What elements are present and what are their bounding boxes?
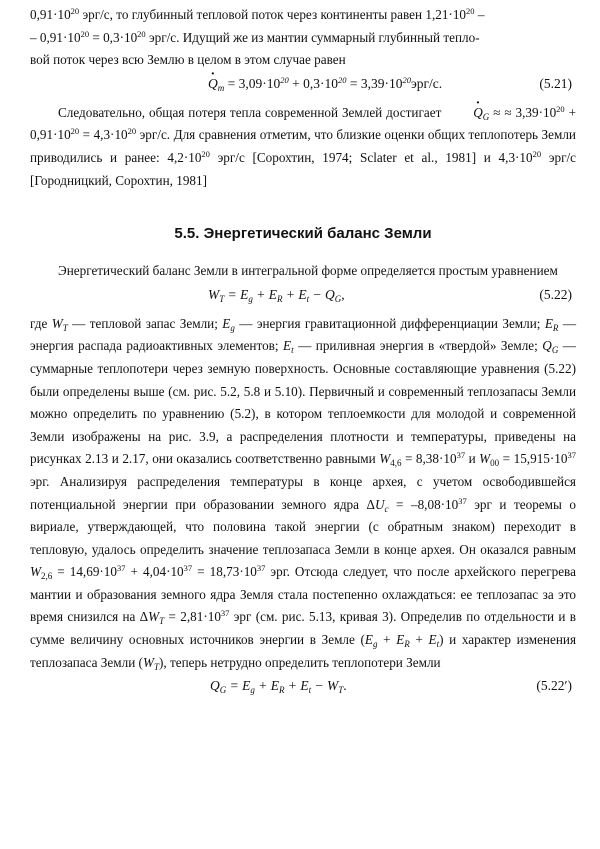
text-run: = 15,915·10 (499, 451, 568, 467)
section-heading: 5.5. Энергетический баланс Земли (174, 225, 432, 243)
symbol: E (428, 632, 437, 648)
subscript: R (552, 322, 559, 333)
equation-body (210, 678, 347, 694)
symbol: + E (284, 678, 309, 694)
paragraph-continuation (30, 4, 576, 72)
symbol: W (30, 564, 41, 580)
subscript: g (248, 293, 253, 304)
text-run: где (30, 315, 52, 331)
exponent: 20 (137, 28, 146, 39)
text-run: — энергия распада радиоактивных элементов; (30, 315, 576, 354)
subscript: R (404, 639, 410, 650)
exponent: 37 (220, 608, 230, 619)
exponent: 20 (70, 126, 80, 137)
text-run: — энергия гравитационной дифференциации Земли; (234, 315, 545, 331)
equation-5-22-prime (30, 674, 576, 704)
text-run: Следовательно, общая потеря тепла современной Землей достигает (58, 104, 446, 120)
symbol: + E (252, 286, 277, 302)
paragraph-balance-intro: Энергетический баланс Земли в интегральной форме определяется простым уравнением (58, 263, 558, 279)
symbol: E (364, 632, 373, 648)
subscript: g (250, 685, 255, 696)
text-run: эрг/с. Для сравнения отметим, что близкие оценки общих теплопотерь Земли приводились и ранее: 4,2·10 (30, 127, 576, 165)
equation-body (208, 76, 442, 92)
subscript: G (334, 293, 342, 304)
equation-number: (5.21) (539, 75, 572, 91)
exponent: 20 (201, 148, 210, 159)
exponent: 20 (280, 74, 289, 85)
exponent: 20 (466, 6, 475, 16)
exponent: 37 (183, 563, 193, 574)
symbol: = E (224, 286, 249, 302)
paragraph-terms-explanation (30, 313, 576, 675)
subscript: t (308, 685, 312, 696)
text-run: = 3,39·10 (346, 75, 403, 91)
text-run: ≈ (489, 104, 501, 120)
equation-number: (5.22) (539, 286, 572, 302)
text-run: = 0,3·10 (89, 29, 138, 45)
text-run: эрг. Отсюда следует, что после архейского перегрева мантии и образования земного ядра Земля стала постепенно охлаждаться: ее теплозапас за это время снизился на Δ (30, 564, 576, 625)
text-run: – 0,91·10 (30, 29, 81, 45)
text-run: эрг/с [Сорохтин, 1974; Sclater et al., 1981] и 4,3·10 (209, 149, 533, 165)
paragraph-total-heat-loss (30, 102, 576, 192)
subscript: R (276, 293, 283, 304)
page (30, 4, 576, 704)
text-run: + 4,04·10 (125, 564, 184, 580)
text-run: эрг/с. Идущий же из мантии суммарный глубинный тепло- (145, 29, 480, 45)
text-run: – (474, 7, 485, 22)
text-run: ), теперь нетрудно определить теплопотери Земли (158, 654, 441, 670)
exponent: 37 (256, 563, 266, 574)
exponent: 20 (127, 126, 137, 137)
symbol: W (379, 451, 391, 467)
subscript: 00 (490, 458, 500, 469)
subscript: m (217, 82, 225, 93)
text-run: — приливная энергия в «твердой» Земле; (293, 338, 543, 354)
q-dot-symbol: Q · (208, 76, 218, 92)
subscript: G (482, 111, 490, 122)
equation-5-22 (30, 283, 576, 313)
equation-number: (5.22′) (536, 678, 572, 694)
exponent: 20 (70, 6, 80, 16)
symbol: E (283, 338, 292, 354)
text-run: — тепловой запас Земли; (67, 315, 223, 331)
text-run: + (409, 632, 429, 648)
text-run: и (465, 451, 480, 467)
symbol: + E (282, 286, 307, 302)
text-run: = 14,69·10 (52, 564, 117, 580)
exponent: 37 (567, 450, 576, 461)
subscript: g (372, 639, 378, 650)
subscript: T (62, 322, 68, 333)
exponent: 20 (337, 74, 347, 85)
text-run: ≈ 3,39·10 (504, 104, 557, 120)
symbol: − W (311, 678, 339, 694)
symbol: + E (254, 678, 279, 694)
symbol: W (148, 609, 160, 625)
equation-5-21 (30, 72, 576, 102)
exponent: 20 (532, 148, 542, 159)
text-run: — суммарные теплопотери через земную поверхность. Основные составляющие уравнения (5.22) были определены выше (см. рис. 5.2, 5.8 и 5.10). Первичный и современный теплозапасы Земли можно определить по уравнению (5.2), в котором теплоемкости для молодой и современной Земли изображены на рис. 3.9, а распределения плотности и температуры, приведены на рисунках 2.13 и 2.17, они оказались соответственно равными (30, 338, 576, 467)
text-run: эрг/с. (410, 75, 443, 91)
subscript: T (159, 616, 165, 627)
symbol: W (208, 286, 220, 302)
subscript: 2,6 (41, 571, 53, 582)
text-run: . (343, 678, 347, 694)
symbol: W (479, 451, 491, 467)
text-run: + 0,91·10 (30, 104, 577, 143)
equation-body (208, 287, 345, 303)
text-run: эрг и теоремы о вириале, утверждающей, что половина такой энергии (с обратным знаком) переходит в тепловую, удалось определить значение теплозапаса Земли в конце архея. Он оказался равным (30, 496, 576, 557)
text-run: 0,91·10 (30, 7, 71, 22)
symbol: E (396, 632, 405, 648)
exponent: 37 (458, 495, 467, 506)
exponent: 37 (117, 563, 126, 574)
exponent: 20 (80, 28, 90, 39)
subscript: t (306, 293, 310, 304)
text-run: эрг (см. рис. 5.13, кривая 3). Определив по отдельности и в сумме величину основных источников энергии в Земле ( (30, 609, 576, 648)
text-run: эрг. Анализируя распределения температуры в конце архея, с учетом освободившейся потенциальной энергии при образовании земного ядра Δ (30, 473, 576, 512)
exponent: 20 (556, 103, 565, 114)
text-run: = 18,73·10 (192, 564, 257, 580)
subscript: G (219, 685, 227, 696)
symbol: = E (226, 678, 251, 694)
text-run: , (341, 286, 345, 302)
text-run: эрг/с [Городницкий, Сорохтин, 1981] (30, 149, 577, 188)
symbol: Q (542, 338, 552, 354)
text-run: = –8,08·10 (388, 496, 459, 512)
subscript: c (384, 503, 389, 514)
text-run: + 0,3·10 (288, 75, 338, 91)
subscript: t (436, 639, 440, 650)
subscript: T (219, 293, 225, 304)
symbol: Q (210, 678, 220, 694)
subscript: G (551, 345, 559, 356)
symbol: E (544, 315, 553, 331)
text-run: = 8,38·10 (401, 451, 457, 467)
subscript: 4,6 (390, 458, 402, 469)
text-run: = 2,81·10 (164, 609, 221, 625)
q-dot-symbol: Q · (445, 102, 483, 125)
symbol: W (51, 315, 63, 331)
exponent: 20 (402, 74, 411, 85)
text-run: + (377, 632, 397, 648)
subscript: g (230, 322, 235, 333)
subscript: t (291, 345, 294, 356)
text-run: вой поток через всю Землю в целом в этом случае равен (30, 52, 346, 68)
text-run: = 3,09·10 (224, 75, 281, 91)
text-run: ) и характер изменения теплозапаса Земли ( (30, 632, 577, 670)
subscript: R (278, 685, 285, 696)
subscript: T (338, 685, 344, 696)
subscript: T (153, 661, 159, 672)
symbol: − Q (309, 286, 335, 302)
text-run: = 4,3·10 (79, 127, 128, 143)
symbol: E (222, 315, 231, 331)
symbol: U (375, 496, 385, 512)
symbol: W (142, 654, 154, 670)
text-run: эрг/с, то глубинный тепловой поток через континенты равен 1,21·10 (79, 7, 467, 22)
exponent: 37 (456, 450, 466, 461)
